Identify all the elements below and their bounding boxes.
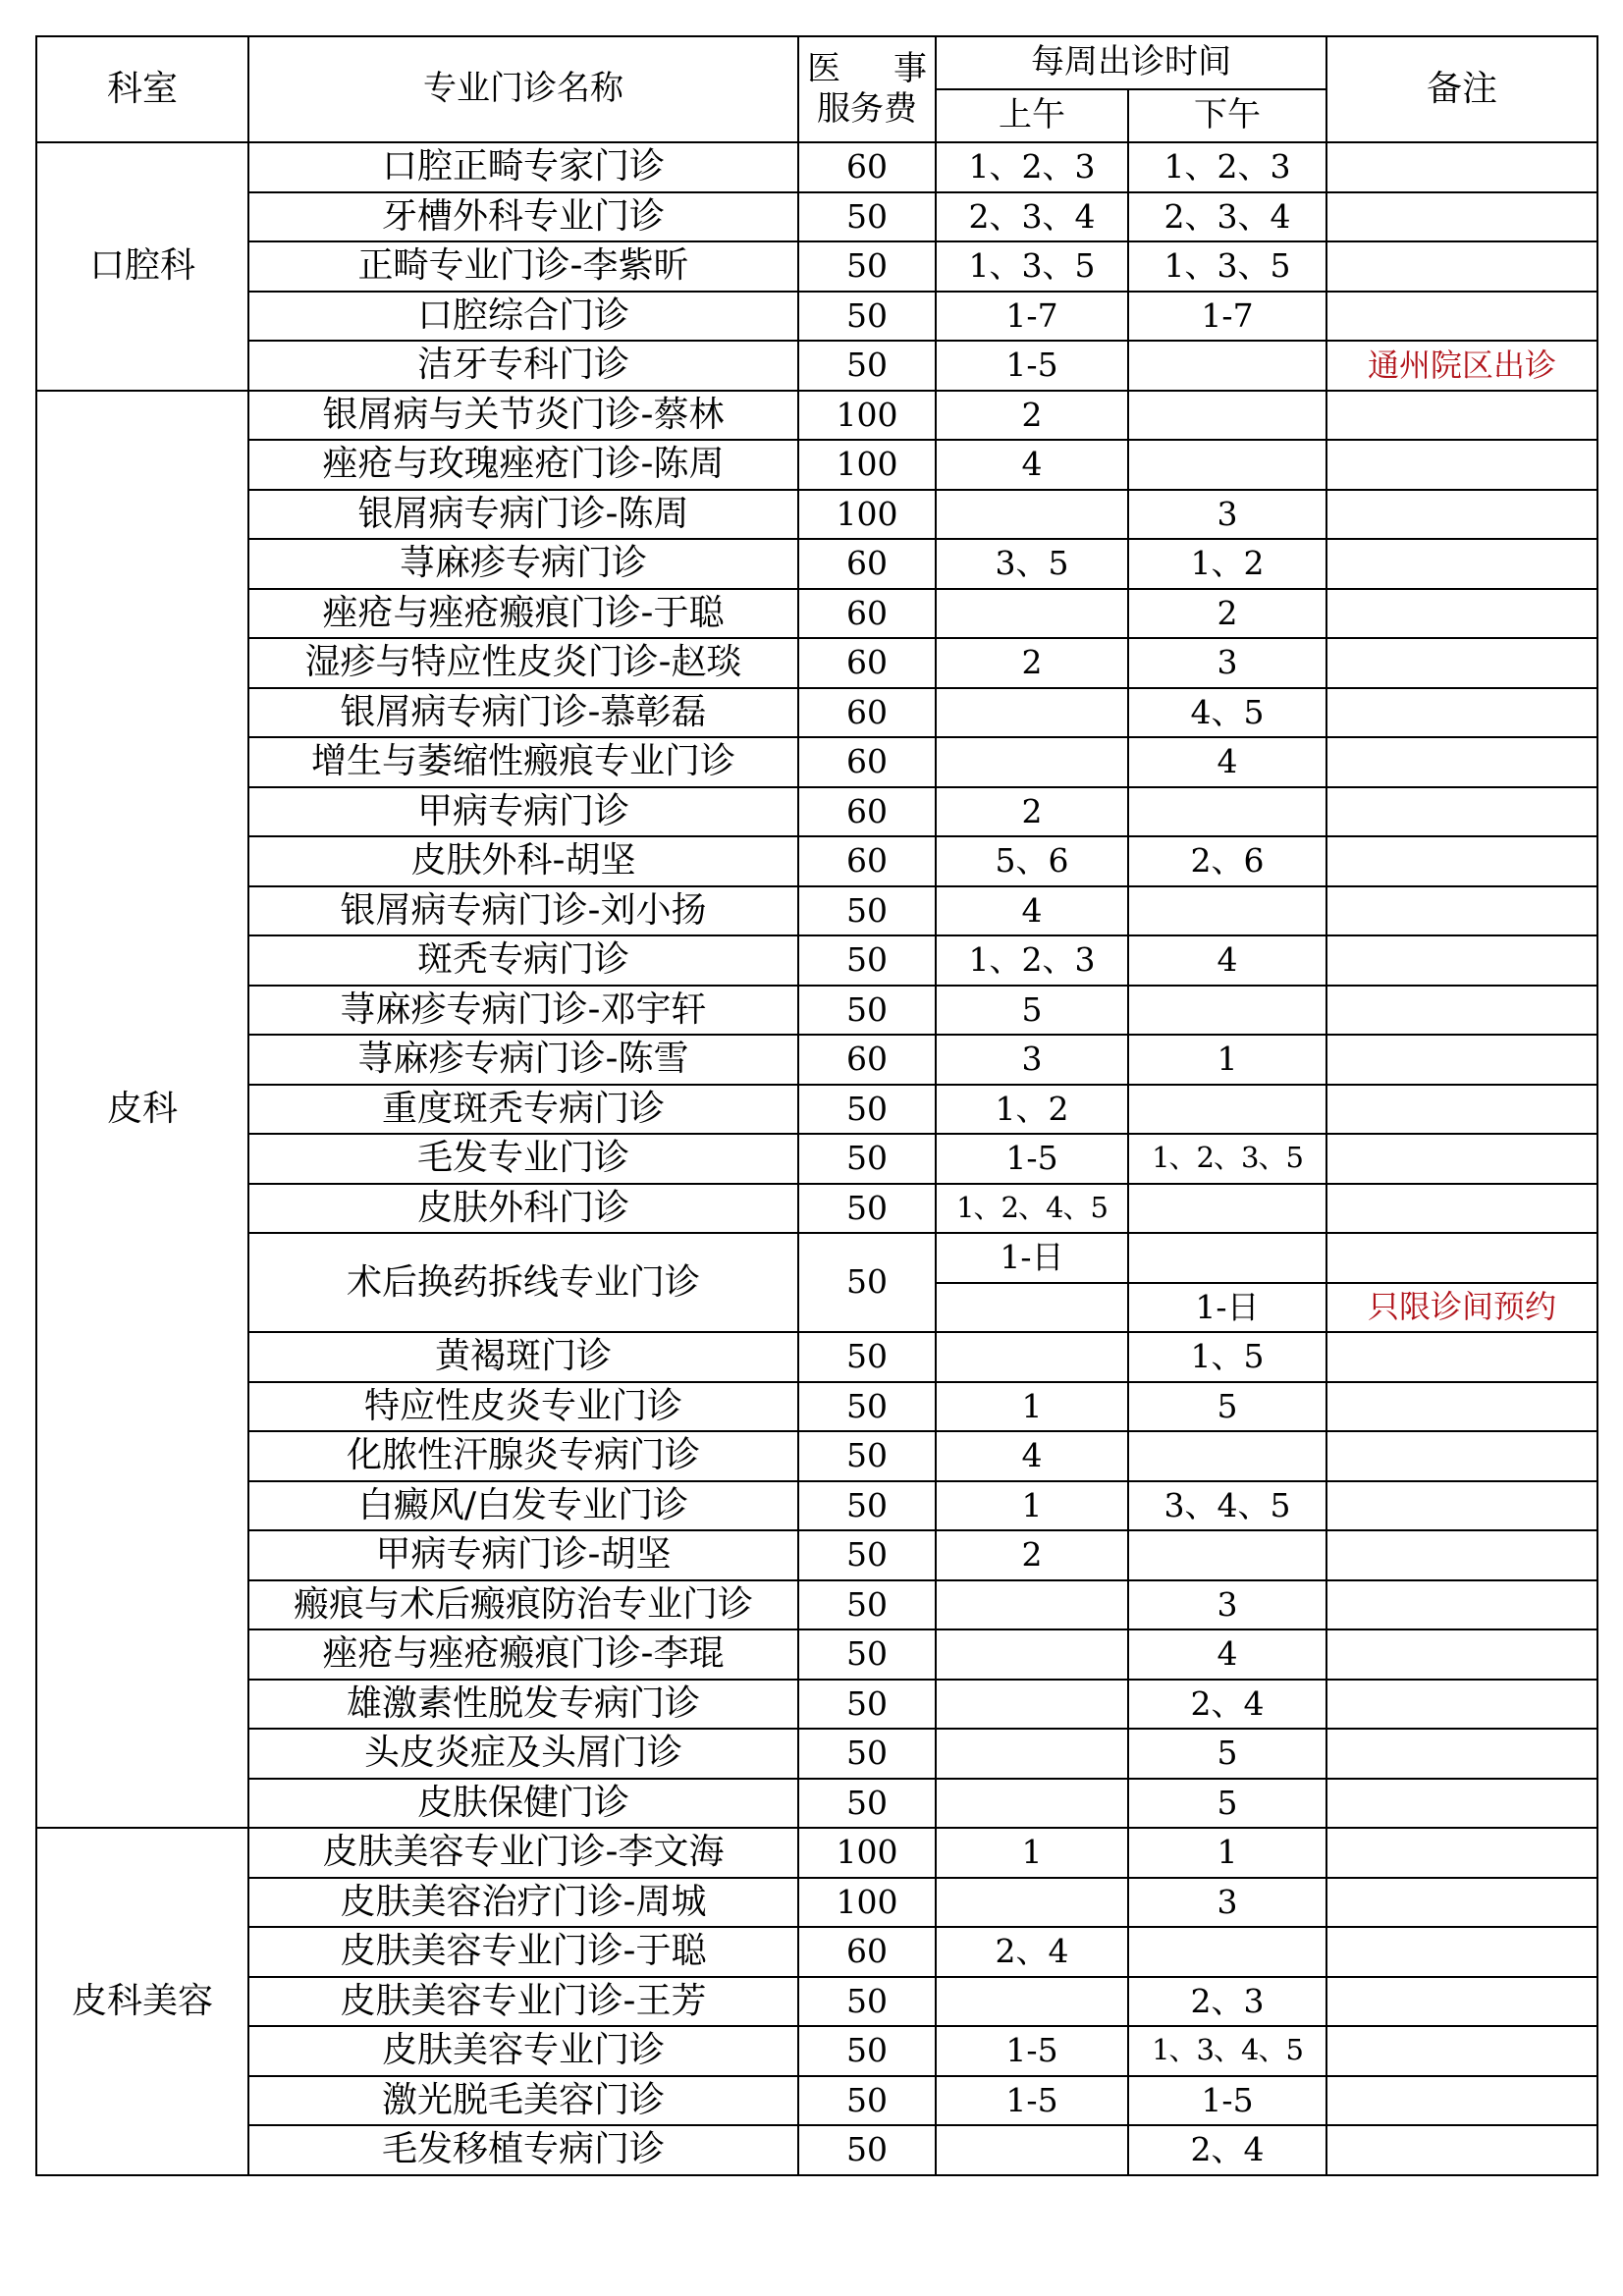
note-cell <box>1326 142 1597 192</box>
am-cell: 1、3、5 <box>936 241 1128 292</box>
dept-cell: 皮科 <box>36 391 248 1829</box>
fee-cell: 50 <box>798 2026 936 2076</box>
note-cell <box>1326 1530 1597 1580</box>
pm-cell <box>1128 787 1326 837</box>
table-row <box>36 638 1597 688</box>
am-cell: 1-5 <box>936 2076 1128 2126</box>
note-cell <box>1326 241 1597 292</box>
am-cell: 1-7 <box>936 292 1128 342</box>
am-cell: 2 <box>936 1530 1128 1580</box>
pm-cell: 4、5 <box>1128 688 1326 738</box>
pm-cell: 3 <box>1128 1878 1326 1928</box>
note-cell <box>1326 1629 1597 1680</box>
fee-cell: 50 <box>798 986 936 1036</box>
table-row <box>36 2026 1597 2076</box>
header-clinic-name: 专业门诊名称 <box>248 36 798 142</box>
table-row <box>36 192 1597 242</box>
fee-cell: 50 <box>798 1134 936 1184</box>
am-cell: 1、2、3 <box>936 935 1128 986</box>
table-row <box>36 1431 1597 1481</box>
note-cell <box>1326 688 1597 738</box>
pm-cell <box>1128 391 1326 441</box>
table-row <box>36 1233 1597 1283</box>
fee-cell: 50 <box>798 2125 936 2175</box>
fee-cell: 50 <box>798 1680 936 1730</box>
fee-cell: 50 <box>798 1184 936 1234</box>
table-row <box>36 2076 1597 2126</box>
pm-cell: 5 <box>1128 1729 1326 1779</box>
clinic-name: 痤疮与痤疮瘢痕门诊-于聪 <box>248 589 798 639</box>
fee-cell: 50 <box>798 1431 936 1481</box>
pm-cell: 4 <box>1128 935 1326 986</box>
table-row <box>36 1035 1597 1085</box>
am-cell <box>936 1332 1128 1382</box>
pm-cell <box>1128 986 1326 1036</box>
am-cell: 1、2、4、5 <box>936 1184 1128 1234</box>
note-cell <box>1326 1977 1597 2027</box>
fee-cell: 100 <box>798 1878 936 1928</box>
clinic-name: 银屑病专病门诊-刘小扬 <box>248 886 798 936</box>
clinic-name: 皮肤美容专业门诊 <box>248 2026 798 2076</box>
am-cell <box>936 737 1128 787</box>
header-dept: 科室 <box>36 36 248 142</box>
fee-cell: 50 <box>798 192 936 242</box>
pm-cell: 1、2、3 <box>1128 142 1326 192</box>
fee-cell: 50 <box>798 1580 936 1630</box>
clinic-name: 痤疮与玫瑰痤疮门诊-陈周 <box>248 440 798 490</box>
note-cell <box>1326 1035 1597 1085</box>
am-cell: 1 <box>936 1382 1128 1432</box>
am-cell <box>936 1629 1128 1680</box>
am-cell: 2 <box>936 638 1128 688</box>
table-header <box>36 36 1597 142</box>
note-cell <box>1326 1729 1597 1779</box>
pm-cell <box>1128 341 1326 391</box>
table-row <box>36 539 1597 589</box>
fee-cell: 60 <box>798 787 936 837</box>
clinic-name: 皮肤美容专业门诊-于聪 <box>248 1927 798 1977</box>
table-row <box>36 1977 1597 2027</box>
pm-cell: 3 <box>1128 1580 1326 1630</box>
note-cell <box>1326 1481 1597 1531</box>
table-row <box>36 142 1597 192</box>
am-cell: 4 <box>936 886 1128 936</box>
table-row <box>36 1184 1597 1234</box>
table-row <box>36 490 1597 540</box>
note-cell: 只限诊间预约 <box>1326 1283 1597 1333</box>
am-cell: 4 <box>936 440 1128 490</box>
pm-cell: 1、2 <box>1128 539 1326 589</box>
clinic-name: 斑秃专病门诊 <box>248 935 798 986</box>
clinic-name: 洁牙专科门诊 <box>248 341 798 391</box>
note-cell <box>1326 1580 1597 1630</box>
pm-cell: 1、3、5 <box>1128 241 1326 292</box>
pm-cell <box>1128 1927 1326 1977</box>
note-cell <box>1326 787 1597 837</box>
am-cell: 1-5 <box>936 1134 1128 1184</box>
table-body <box>36 142 1597 2175</box>
table-row <box>36 1828 1597 1878</box>
pm-cell: 3 <box>1128 490 1326 540</box>
fee-cell: 60 <box>798 142 936 192</box>
am-cell <box>936 688 1128 738</box>
pm-cell: 2、4 <box>1128 2125 1326 2175</box>
note-cell <box>1326 2125 1597 2175</box>
am-cell: 1、2 <box>936 1085 1128 1135</box>
fee-cell: 60 <box>798 688 936 738</box>
clinic-name: 银屑病专病门诊-慕彰磊 <box>248 688 798 738</box>
note-cell <box>1326 1184 1597 1234</box>
am-cell: 2、3、4 <box>936 192 1128 242</box>
table-row <box>36 1580 1597 1630</box>
note-cell <box>1326 1828 1597 1878</box>
clinic-name: 特应性皮炎专业门诊 <box>248 1382 798 1432</box>
note-cell <box>1326 1332 1597 1382</box>
fee-cell: 50 <box>798 935 936 986</box>
fee-cell: 50 <box>798 1977 936 2027</box>
note-cell <box>1326 2076 1597 2126</box>
clinic-name: 增生与萎缩性瘢痕专业门诊 <box>248 737 798 787</box>
pm-cell: 2、3 <box>1128 1977 1326 2027</box>
pm-cell: 5 <box>1128 1382 1326 1432</box>
table-row <box>36 935 1597 986</box>
table-row <box>36 787 1597 837</box>
clinic-name: 化脓性汗腺炎专病门诊 <box>248 1431 798 1481</box>
pm-cell: 2、6 <box>1128 836 1326 886</box>
note-cell <box>1326 192 1597 242</box>
header-fee-line1: 医 事 <box>807 49 927 89</box>
table-row <box>36 292 1597 342</box>
pm-cell: 2 <box>1128 589 1326 639</box>
pm-cell <box>1128 1431 1326 1481</box>
clinic-name: 激光脱毛美容门诊 <box>248 2076 798 2126</box>
am-cell <box>936 1977 1128 2027</box>
am-cell: 2 <box>936 391 1128 441</box>
pm-cell: 5 <box>1128 1779 1326 1829</box>
am-cell: 1 <box>936 1481 1128 1531</box>
pm-cell: 2、3、4 <box>1128 192 1326 242</box>
fee-cell: 60 <box>798 836 936 886</box>
pm-cell: 4 <box>1128 1629 1326 1680</box>
am-cell <box>936 1680 1128 1730</box>
header-fee <box>798 36 936 142</box>
am-cell: 1-日 <box>936 1233 1128 1283</box>
table-row <box>36 2125 1597 2175</box>
fee-cell: 50 <box>798 886 936 936</box>
clinic-name: 黄褐斑门诊 <box>248 1332 798 1382</box>
fee-cell: 60 <box>798 589 936 639</box>
table-row <box>36 440 1597 490</box>
table-row <box>36 1134 1597 1184</box>
note-cell <box>1326 638 1597 688</box>
pm-cell: 1 <box>1128 1035 1326 1085</box>
note-cell <box>1326 935 1597 986</box>
pm-cell <box>1128 886 1326 936</box>
fee-cell: 100 <box>798 391 936 441</box>
clinic-name: 荨麻疹专病门诊 <box>248 539 798 589</box>
am-cell: 3、5 <box>936 539 1128 589</box>
note-cell <box>1326 886 1597 936</box>
fee-cell: 50 <box>798 292 936 342</box>
pm-cell <box>1128 440 1326 490</box>
am-cell: 1-5 <box>936 341 1128 391</box>
pm-cell: 4 <box>1128 737 1326 787</box>
fee-cell: 50 <box>798 1233 936 1332</box>
fee-cell: 60 <box>798 1927 936 1977</box>
clinic-name: 毛发专业门诊 <box>248 1134 798 1184</box>
clinic-name: 银屑病专病门诊-陈周 <box>248 490 798 540</box>
clinic-name: 皮肤保健门诊 <box>248 1779 798 1829</box>
note-cell <box>1326 490 1597 540</box>
fee-cell: 50 <box>798 1530 936 1580</box>
am-cell: 1-5 <box>936 2026 1128 2076</box>
clinic-name: 口腔综合门诊 <box>248 292 798 342</box>
fee-cell: 50 <box>798 2076 936 2126</box>
clinic-name: 白癜风/白发专业门诊 <box>248 1481 798 1531</box>
note-cell <box>1326 1779 1597 1829</box>
table-row <box>36 836 1597 886</box>
pm-cell <box>1128 1184 1326 1234</box>
fee-cell: 50 <box>798 1085 936 1135</box>
clinic-name: 甲病专病门诊 <box>248 787 798 837</box>
note-cell <box>1326 1431 1597 1481</box>
header-am: 上午 <box>936 89 1128 142</box>
fee-cell: 50 <box>798 1629 936 1680</box>
table-row <box>36 341 1597 391</box>
fee-cell: 100 <box>798 490 936 540</box>
table-row <box>36 886 1597 936</box>
clinic-name: 银屑病与关节炎门诊-蔡林 <box>248 391 798 441</box>
fee-cell: 50 <box>798 1481 936 1531</box>
am-cell: 2 <box>936 787 1128 837</box>
pm-cell: 3 <box>1128 638 1326 688</box>
dept-cell: 口腔科 <box>36 142 248 391</box>
table-row <box>36 737 1597 787</box>
header-schedule: 每周出诊时间 <box>936 36 1326 89</box>
clinic-name: 皮肤外科门诊 <box>248 1184 798 1234</box>
clinic-name: 皮肤外科-胡坚 <box>248 836 798 886</box>
clinic-name: 痤疮与痤疮瘢痕门诊-李琨 <box>248 1629 798 1680</box>
pm-cell: 1-日 <box>1128 1283 1326 1333</box>
dept-cell: 皮科美容 <box>36 1828 248 2175</box>
clinic-name: 皮肤美容专业门诊-李文海 <box>248 1828 798 1878</box>
fee-cell: 60 <box>798 638 936 688</box>
note-cell <box>1326 1382 1597 1432</box>
header-fee-line2: 服务费 <box>817 89 917 129</box>
clinic-name: 湿疹与特应性皮炎门诊-赵琰 <box>248 638 798 688</box>
table-row <box>36 688 1597 738</box>
pm-cell: 1-5 <box>1128 2076 1326 2126</box>
clinic-name: 瘢痕与术后瘢痕防治专业门诊 <box>248 1580 798 1630</box>
note-cell <box>1326 1927 1597 1977</box>
clinic-name: 皮肤美容专业门诊-王芳 <box>248 1977 798 2027</box>
clinic-name: 口腔正畸专家门诊 <box>248 142 798 192</box>
pm-cell-empty <box>1128 1233 1326 1283</box>
header-note: 备注 <box>1326 36 1597 142</box>
table-row <box>36 1530 1597 1580</box>
am-cell <box>936 490 1128 540</box>
am-cell <box>936 589 1128 639</box>
note-cell <box>1326 440 1597 490</box>
table-row <box>36 1878 1597 1928</box>
am-cell: 4 <box>936 1431 1128 1481</box>
fee-cell: 50 <box>798 241 936 292</box>
table-row <box>36 1779 1597 1829</box>
pm-cell: 3、4、5 <box>1128 1481 1326 1531</box>
clinic-name: 牙槽外科专业门诊 <box>248 192 798 242</box>
clinic-name: 头皮炎症及头屑门诊 <box>248 1729 798 1779</box>
pm-cell: 1、3、4、5 <box>1128 2026 1326 2076</box>
fee-cell: 50 <box>798 1729 936 1779</box>
table-row <box>36 1481 1597 1531</box>
am-cell: 5 <box>936 986 1128 1036</box>
table-row <box>36 1629 1597 1680</box>
fee-cell: 60 <box>798 1035 936 1085</box>
clinic-name: 正畸专业门诊-李紫昕 <box>248 241 798 292</box>
fee-cell: 50 <box>798 341 936 391</box>
table-row <box>36 589 1597 639</box>
clinic-name: 荨麻疹专病门诊-邓宇轩 <box>248 986 798 1036</box>
clinic-name: 重度斑秃专病门诊 <box>248 1085 798 1135</box>
table-row <box>36 1382 1597 1432</box>
am-cell: 2、4 <box>936 1927 1128 1977</box>
clinic-name: 荨麻疹专病门诊-陈雪 <box>248 1035 798 1085</box>
clinic-name: 皮肤美容治疗门诊-周城 <box>248 1878 798 1928</box>
pm-cell: 1-7 <box>1128 292 1326 342</box>
am-cell <box>936 1580 1128 1630</box>
clinic-schedule-table <box>35 35 1598 2176</box>
am-cell: 1 <box>936 1828 1128 1878</box>
note-cell <box>1326 986 1597 1036</box>
am-cell <box>936 1779 1128 1829</box>
table-row <box>36 1332 1597 1382</box>
am-cell <box>936 2125 1128 2175</box>
table-row <box>36 391 1597 441</box>
table-row <box>36 986 1597 1036</box>
table-row <box>36 1729 1597 1779</box>
table-row <box>36 1680 1597 1730</box>
clinic-name: 毛发移植专病门诊 <box>248 2125 798 2175</box>
clinic-name: 甲病专病门诊-胡坚 <box>248 1530 798 1580</box>
pm-cell <box>1128 1085 1326 1135</box>
note-cell <box>1326 836 1597 886</box>
note-cell <box>1326 589 1597 639</box>
note-cell: 通州院区出诊 <box>1326 341 1597 391</box>
note-cell <box>1326 2026 1597 2076</box>
clinic-name: 术后换药拆线专业门诊 <box>248 1233 798 1332</box>
note-cell <box>1326 539 1597 589</box>
note-cell <box>1326 391 1597 441</box>
pm-cell: 2、4 <box>1128 1680 1326 1730</box>
note-cell <box>1326 1085 1597 1135</box>
fee-cell: 100 <box>798 440 936 490</box>
note-cell <box>1326 1134 1597 1184</box>
note-cell <box>1326 737 1597 787</box>
fee-cell: 50 <box>798 1382 936 1432</box>
am-cell-empty <box>936 1283 1128 1333</box>
am-cell: 5、6 <box>936 836 1128 886</box>
fee-cell: 100 <box>798 1828 936 1878</box>
note-cell <box>1326 1878 1597 1928</box>
am-cell <box>936 1729 1128 1779</box>
fee-cell: 60 <box>798 539 936 589</box>
table-row <box>36 1085 1597 1135</box>
note-cell-empty <box>1326 1233 1597 1283</box>
pm-cell: 1 <box>1128 1828 1326 1878</box>
header-pm: 下午 <box>1128 89 1326 142</box>
note-cell <box>1326 292 1597 342</box>
table-row <box>36 241 1597 292</box>
pm-cell: 1、2、3、5 <box>1128 1134 1326 1184</box>
pm-cell <box>1128 1530 1326 1580</box>
am-cell: 1、2、3 <box>936 142 1128 192</box>
fee-cell: 60 <box>798 737 936 787</box>
table-row <box>36 1927 1597 1977</box>
fee-cell: 50 <box>798 1332 936 1382</box>
note-cell <box>1326 1680 1597 1730</box>
am-cell <box>936 1878 1128 1928</box>
pm-cell: 1、5 <box>1128 1332 1326 1382</box>
fee-cell: 50 <box>798 1779 936 1829</box>
clinic-name: 雄激素性脱发专病门诊 <box>248 1680 798 1730</box>
am-cell: 3 <box>936 1035 1128 1085</box>
